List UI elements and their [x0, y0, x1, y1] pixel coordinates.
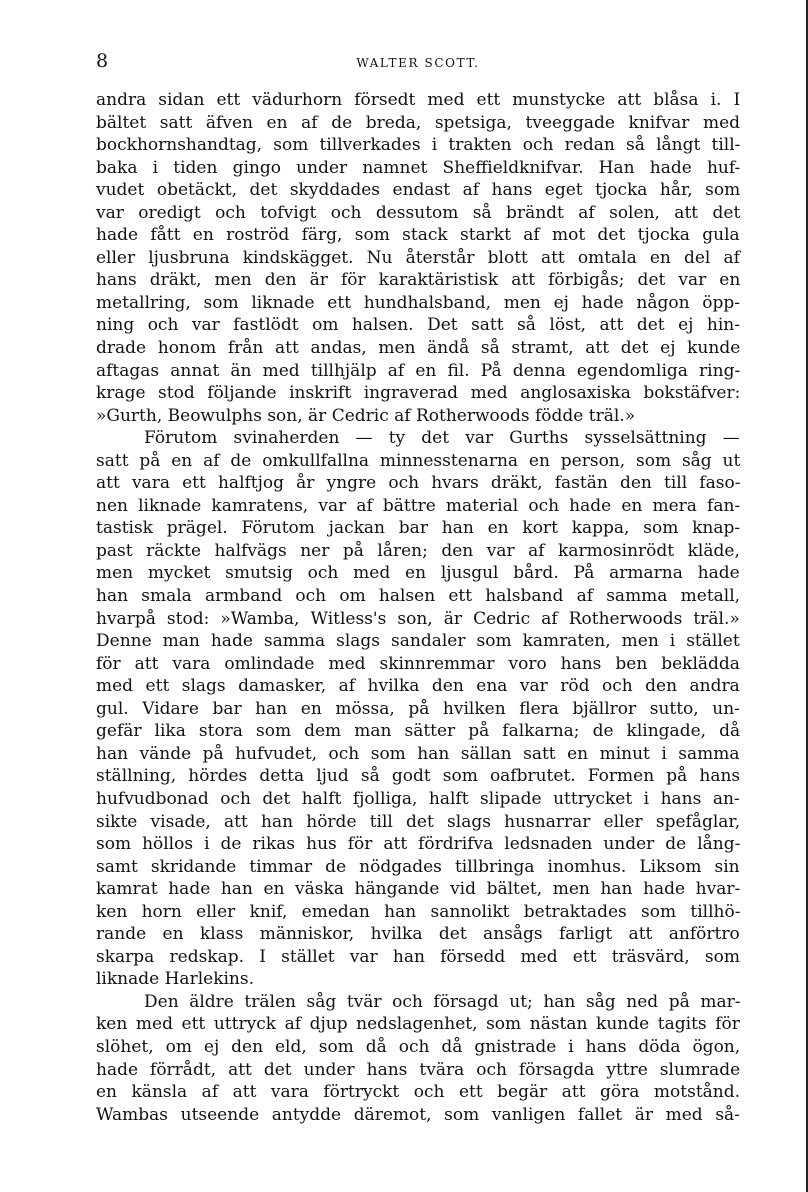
- text-line: hade förrådt, att det under hans tvära och försagda yttre slumrade: [96, 1059, 741, 1080]
- text-line: Den äldre trälen såg tvär och försagd ut; han såg ned på mar-: [144, 991, 741, 1012]
- text-line: drade honom från att andas, men ändå så stramt, att det ej kunde: [96, 338, 741, 359]
- text-line: att vara ett halftjog år yngre och hvars dräkt, fastän den till faso-: [96, 473, 741, 494]
- text-line: gul. Vidare bar han en mössa, på hvilken flera bjällror sutto, un-: [96, 698, 740, 719]
- page-number: 8: [96, 50, 109, 72]
- text-line: baka i tiden gingo under namnet Sheffieldknifvar. Han hade huf-: [96, 157, 741, 178]
- text-line: hans dräkt, men den är för karaktäristisk att förbigås; det var en: [96, 270, 741, 291]
- body-text: [96, 89, 740, 1126]
- text-line: men mycket smutsig och med en ljusgul bård. På armarna hade: [96, 563, 740, 584]
- text-line: ställning, hördes detta ljud så godt som oafbrutet. Formen på hans: [96, 766, 741, 787]
- text-line: past räckte halfvägs ner på låren; den var af karmosinrödt kläde,: [96, 540, 740, 561]
- text-line: hufvudbonad och det halft fjolliga, halft slipade uttrycket i hans an-: [96, 788, 740, 809]
- text-line: en känsla af att vara förtryckt och ett begär att göra motstånd.: [96, 1082, 741, 1103]
- text-line: hvarpå stod: »Wamba, Witless's son, är Cedric af Rotherwoods träl.»: [96, 608, 740, 629]
- text-line: ken horn eller knif, emedan han sannolikt betraktades som tillhö-: [96, 901, 741, 922]
- text-line: sikte visade, att han hörde till det slags husnarrar eller spefåglar,: [96, 811, 741, 832]
- text-line: ken med ett uttryck af djup nedslagenhet, som nästan kunde tagits för: [96, 1014, 740, 1035]
- text-line: slöhet, om ej den eld, som då och då gnistrade i hans döda ögon,: [96, 1036, 741, 1057]
- text-line: bältet satt äfven en af de breda, spetsiga, tveeggade knifvar med: [96, 112, 741, 133]
- text-line: vudet obetäckt, det skyddades endast af hans eget tjocka hår, som: [96, 180, 741, 201]
- text-line: samt skridande timmar de nödgades tillbringa inomhus. Liksom sin: [96, 856, 740, 877]
- page-header: [96, 50, 740, 74]
- text-line: metallring, som liknade ett hundhalsband, men ej hade någon öpp-: [96, 292, 741, 313]
- text-line: han vände på hufvudet, och som han sällan satt en minut i samma: [96, 743, 740, 764]
- text-line: Förutom svinaherden — ty det var Gurths sysselsättning —: [144, 428, 740, 449]
- text-line: satt på en af de omkullfallna minnesstenarna en person, som såg ut: [96, 450, 741, 471]
- text-line: hade fått en roströd färg, som stack starkt af mot det tjocka gula: [96, 225, 740, 246]
- text-line: Denne man hade samma slags sandaler som kamraten, men i stället: [96, 631, 740, 652]
- text-line: rande en klass människor, hvilka det ansågs farligt att anförtro: [96, 924, 740, 945]
- text-line: med ett slags damasker, af hvilka den ena var röd och den andra: [96, 676, 740, 697]
- text-line: ning och var fastlödt om halsen. Det satt så löst, att det ej hin-: [96, 315, 740, 336]
- text-line: som höllos i de rikas hus för att fördrifva ledsnaden under de lång-: [96, 834, 741, 855]
- text-line: krage stod följande inskrift ingraverad med anglosaxiska bokstäfver:: [96, 383, 741, 404]
- text-line: för att vara omlindade med skinnremmar voro hans ben beklädda: [96, 653, 740, 674]
- text-line: tastisk prägel. Förutom jackan bar han en kort kappa, som knap-: [96, 518, 741, 539]
- text-line: kamrat hade han en väska hängande vid bältet, men han hade hvar-: [96, 879, 741, 900]
- running-title: WALTER SCOTT.: [356, 56, 480, 70]
- text-line: Wambas utseende antydde däremot, som vanligen fallet är med så-: [96, 1104, 740, 1125]
- text-line: nen liknade kamratens, var af bättre material och hade en mera fan-: [96, 495, 741, 516]
- text-line: andra sidan ett vädurhorn försedt med ett munstycke att blåsa i. I: [96, 90, 741, 110]
- text-line: aftagas annat än med tillhjälp af en fil. På denna egendomliga ring-: [96, 360, 741, 381]
- text-line: var oredigt och tofvigt och dessutom så brändt af solen, att det: [96, 202, 741, 223]
- text-line: bockhornshandtag, som tillverkades i trakten och redan så långt till-: [96, 135, 741, 156]
- text-line: han smala armband och om halsen ett halsband af samma metall,: [96, 586, 741, 607]
- text-line: liknade Harlekins.: [96, 969, 255, 990]
- text-line: skarpa redskap. I stället var han försedd med ett träsvärd, som: [96, 946, 740, 967]
- text-line: gefär lika stora som dem man sätter på falkarna; de klingade, då: [96, 721, 741, 742]
- text-line: »Gurth, Beowulphs son, är Cedric af Rotherwoods födde träl.»: [96, 405, 636, 426]
- text-line: eller ljusbruna kindskägget. Nu återstår blott att omtala en del af: [96, 247, 740, 268]
